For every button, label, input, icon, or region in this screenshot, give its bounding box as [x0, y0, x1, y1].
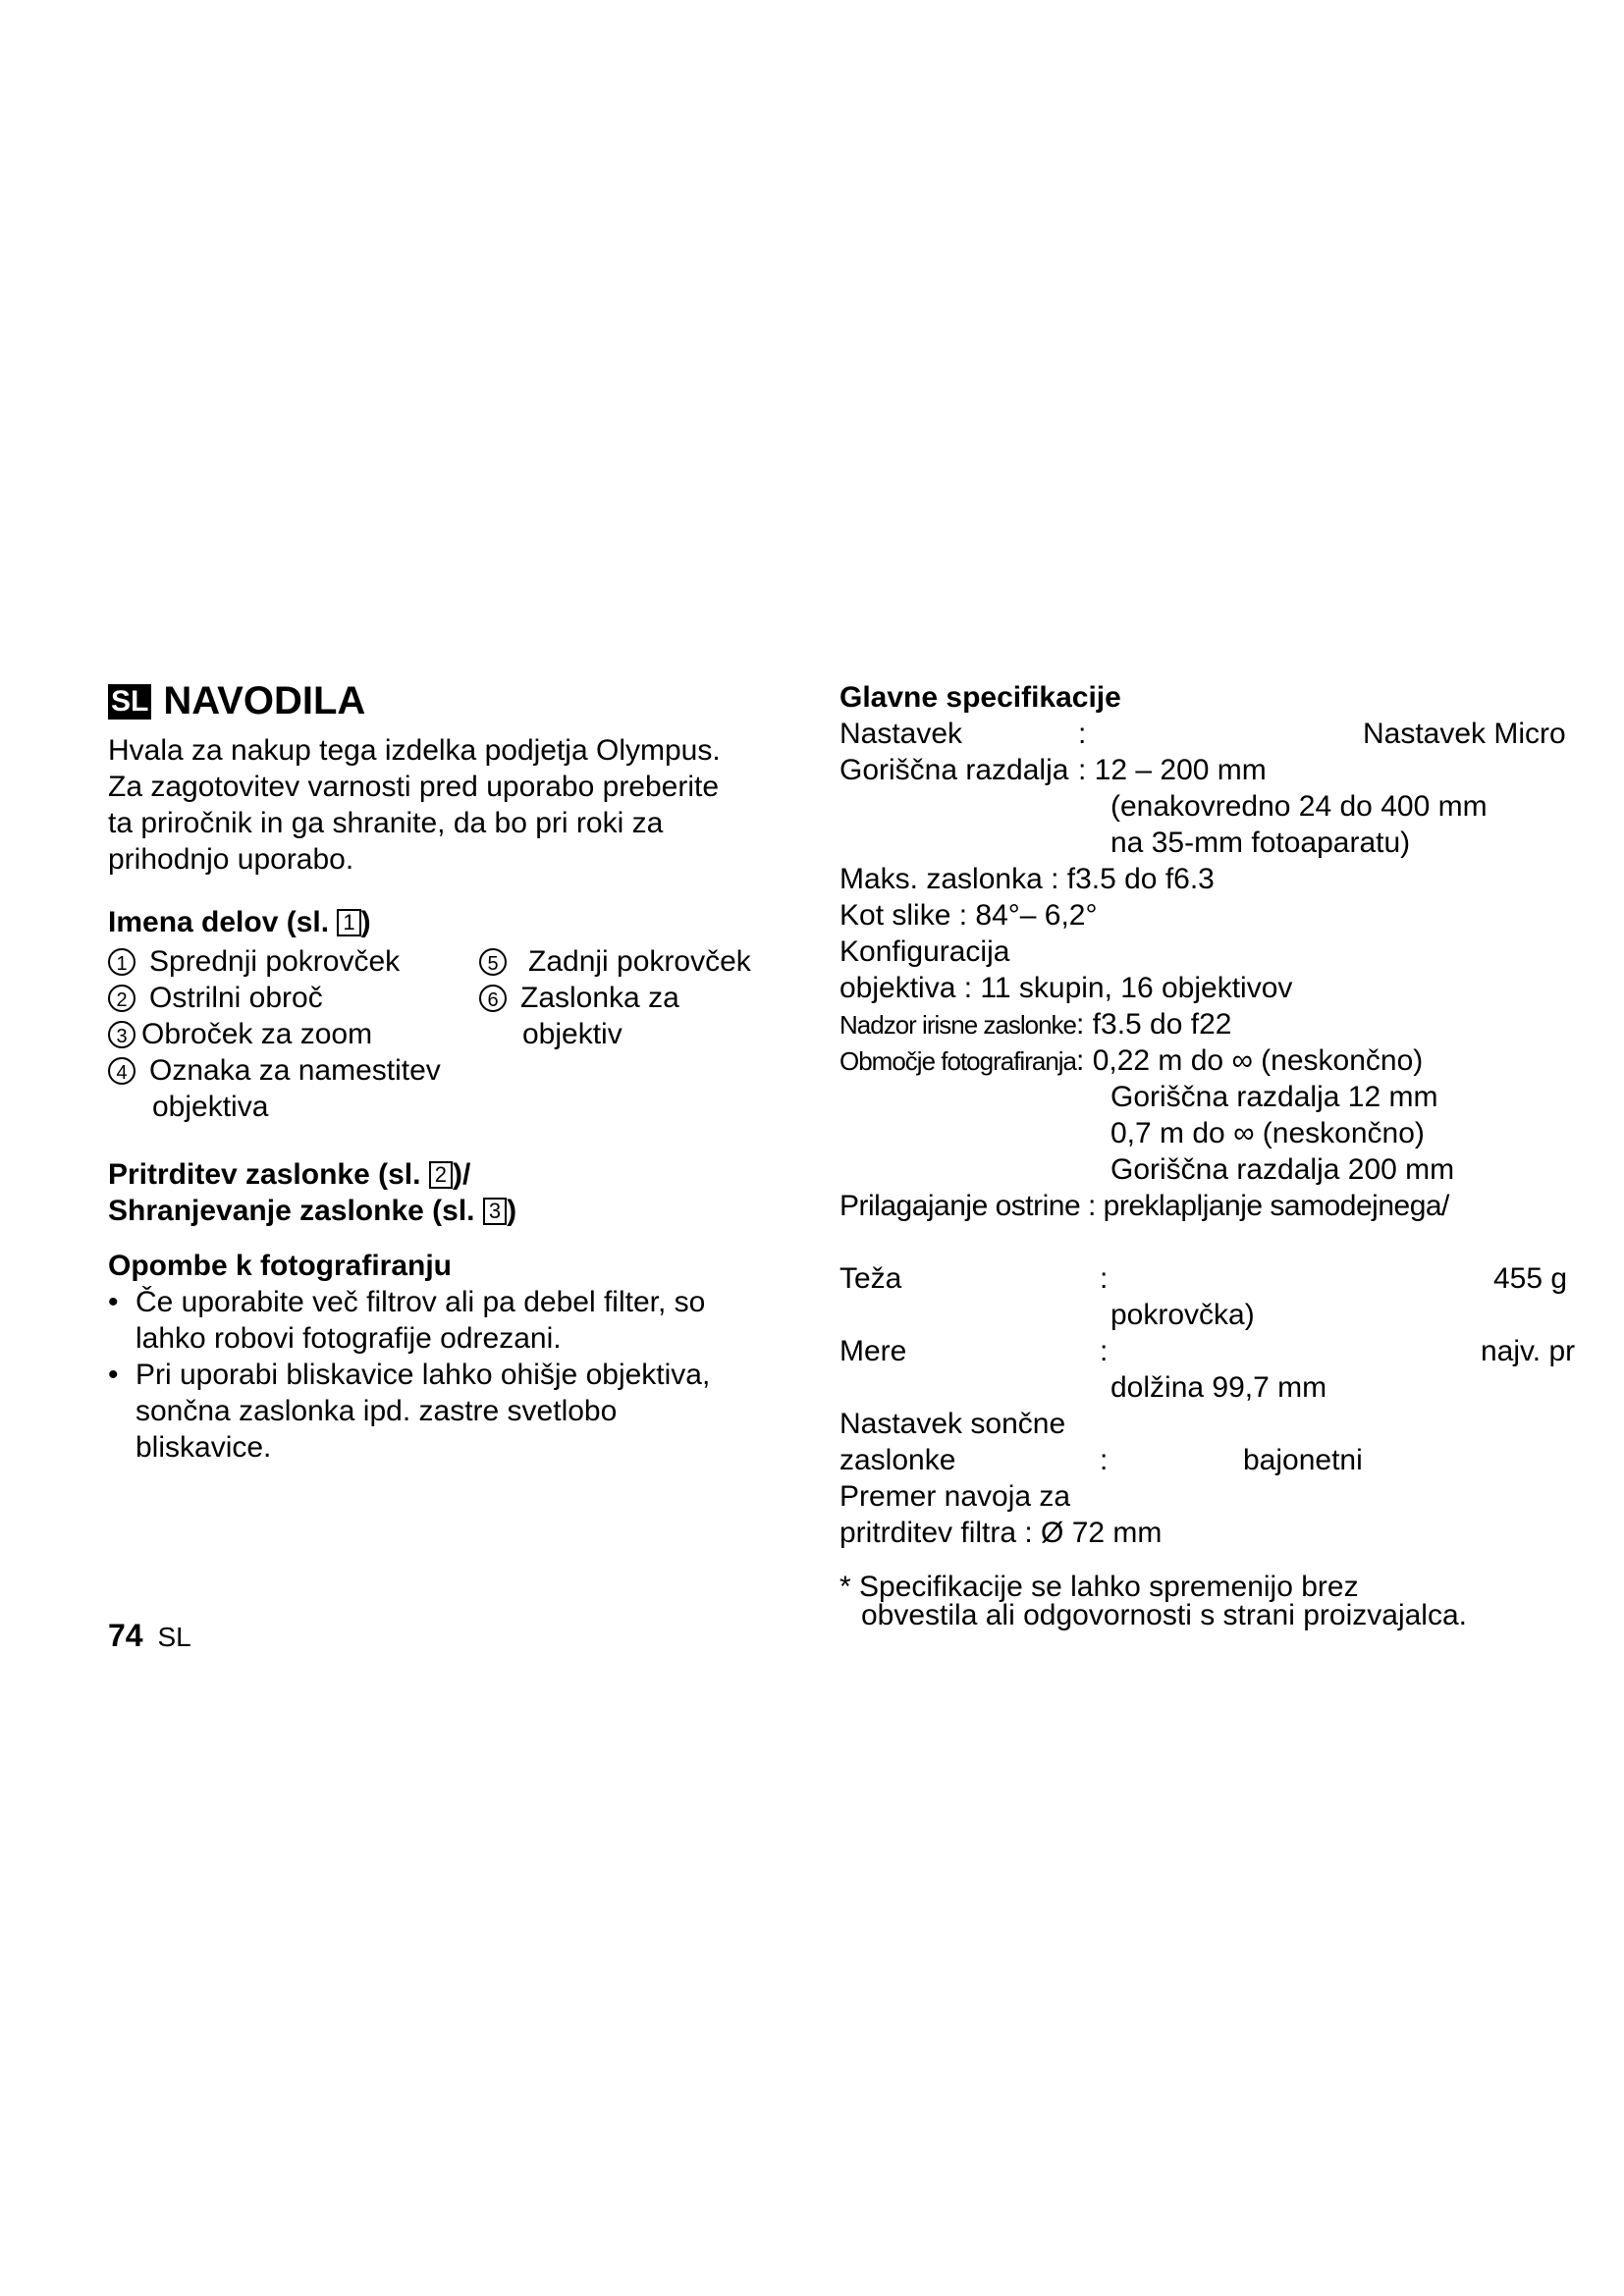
part-item: [108, 980, 323, 1016]
footnote-line: obvestila ali odgovornosti s strani proizvajalca.: [861, 1599, 1467, 1631]
part-label: Sprednji pokrovček: [149, 945, 401, 978]
part-item: [108, 943, 400, 980]
circled-number: 4: [108, 1057, 135, 1085]
page-number: 74: [108, 1618, 143, 1653]
spec-colon: :: [1100, 1335, 1109, 1367]
spec-value-note: Goriščna razdalja 200 mm: [1110, 1153, 1455, 1186]
circled-number: 3: [108, 1021, 135, 1048]
spec-value: : f3.5 do f22: [1076, 1008, 1232, 1041]
spec-label: Goriščna razdalja: [839, 754, 1069, 786]
spec-value-note: dolžina 99,7 mm: [1110, 1371, 1327, 1404]
part-item: [108, 1016, 372, 1052]
spec-value: : 12 – 200 mm: [1078, 754, 1267, 786]
bullet-icon: •: [108, 1359, 119, 1391]
note-line: Če uporabite več filtrov ali pa debel filter, so: [135, 1286, 706, 1318]
language-badge: SL: [108, 684, 151, 720]
spec-value-note: pokrovčka): [1110, 1299, 1255, 1331]
part-label: Obroček za zoom: [141, 1018, 373, 1050]
figure-ref-box: 2: [429, 1161, 453, 1189]
spec-value: Nastavek Micro: [1363, 718, 1566, 750]
note-line: lahko robovi fotografije odrezani.: [135, 1322, 562, 1355]
spec-label: Nastavek sončne: [839, 1408, 1066, 1440]
parts-heading: [108, 904, 371, 940]
spec-row: objektiva : 11 skupin, 16 objektivov: [839, 972, 1293, 1004]
part-item: [479, 980, 679, 1016]
spec-value-note: 0,7 m do ∞ (neskončno): [1110, 1117, 1425, 1149]
spec-value: najv. pr: [1481, 1335, 1576, 1367]
storage-heading-text: Shranjevanje zaslonke (sl.: [108, 1195, 483, 1227]
spec-label: Premer navoja za: [839, 1480, 1071, 1513]
spec-label: zaslonke: [839, 1444, 956, 1476]
note-item: [108, 1284, 705, 1320]
intro-paragraph: [108, 732, 721, 878]
part-label: Oznaka za namestitev: [149, 1054, 441, 1087]
bullet-icon: •: [108, 1286, 119, 1318]
figure-ref-box: 1: [337, 909, 360, 936]
part-item: [108, 1052, 441, 1089]
section-title-text: NAVODILA: [163, 679, 366, 722]
spec-value: : 0,22 m do ∞ (neskončno): [1076, 1044, 1424, 1077]
notes-heading: Opombe k fotografiranju: [108, 1250, 453, 1282]
spec-label: Mere: [839, 1335, 907, 1367]
spec-value: 455 g: [1493, 1262, 1568, 1295]
attach-heading-close: )/: [453, 1158, 471, 1191]
page-language: SL: [157, 1622, 191, 1652]
page-footer: [108, 1618, 191, 1655]
spec-label: Nastavek: [839, 718, 963, 750]
circled-number: 1: [108, 948, 135, 976]
spec-row: Prilagajanje ostrine : preklapljanje samodejnega/: [839, 1190, 1449, 1222]
note-item: [108, 1357, 710, 1393]
figure-ref-box: 3: [483, 1198, 507, 1225]
attach-heading: [108, 1156, 470, 1193]
part-label-continued: objektiva: [152, 1091, 269, 1123]
footnote-line: * Specifikacije se lahko spremenijo brez: [839, 1571, 1359, 1603]
intro-line: Za zagotovitev varnosti pred uporabo preberite: [108, 771, 720, 803]
spec-colon: :: [1100, 1444, 1109, 1476]
spec-colon: :: [1100, 1262, 1109, 1295]
circled-number: 2: [108, 985, 135, 1012]
circled-number: 5: [479, 948, 507, 976]
note-line: sončna zaslonka ipd. zastre svetlobo: [135, 1395, 618, 1427]
spec-row: [839, 1042, 1423, 1080]
specs-heading: Glavne specifikacije: [839, 681, 1121, 714]
spec-value-note: Goriščna razdalja 12 mm: [1110, 1081, 1438, 1113]
intro-line: prihodnjo uporabo.: [108, 843, 354, 876]
part-label-continued: objektiv: [522, 1018, 623, 1050]
spec-value-note: na 35-mm fotoaparatu): [1110, 827, 1411, 859]
part-label: Zaslonka za: [520, 982, 679, 1014]
parts-heading-text: Imena delov (sl.: [108, 906, 338, 938]
spec-label: Teža: [839, 1262, 902, 1295]
spec-label: Območje fotografiranja: [839, 1046, 1077, 1076]
spec-label: Nadzor irisne zaslonke: [839, 1010, 1077, 1040]
spec-row: pritrditev filtra : Ø 72 mm: [839, 1517, 1163, 1549]
part-label: Zadnji pokrovček: [528, 945, 751, 978]
storage-heading-close: ): [507, 1195, 517, 1227]
note-line: Pri uporabi bliskavice lahko ohišje objektiva,: [135, 1359, 711, 1391]
spec-row: [839, 1006, 1231, 1043]
part-item: [479, 943, 751, 980]
parts-heading-close: ): [360, 906, 371, 938]
attach-heading-text: Pritrditev zaslonke (sl.: [108, 1158, 429, 1191]
spec-row: Kot slike : 84°– 6,2°: [839, 899, 1098, 932]
spec-row: Maks. zaslonka : f3.5 do f6.3: [839, 863, 1215, 895]
part-label: Ostrilni obroč: [149, 982, 323, 1014]
storage-heading: [108, 1193, 516, 1229]
note-line: bliskavice.: [135, 1431, 272, 1464]
spec-value: bajonetni: [1243, 1444, 1363, 1476]
spec-value-note: (enakovredno 24 do 400 mm: [1110, 790, 1488, 823]
intro-line: ta priročnik in ga shranite, da bo pri roki za: [108, 807, 664, 839]
spec-label: Konfiguracija: [839, 935, 1010, 968]
intro-line: Hvala za nakup tega izdelka podjetja Olympus.: [108, 734, 721, 767]
spec-colon: :: [1078, 718, 1087, 750]
circled-number: 6: [479, 985, 507, 1012]
section-title: [108, 679, 365, 722]
